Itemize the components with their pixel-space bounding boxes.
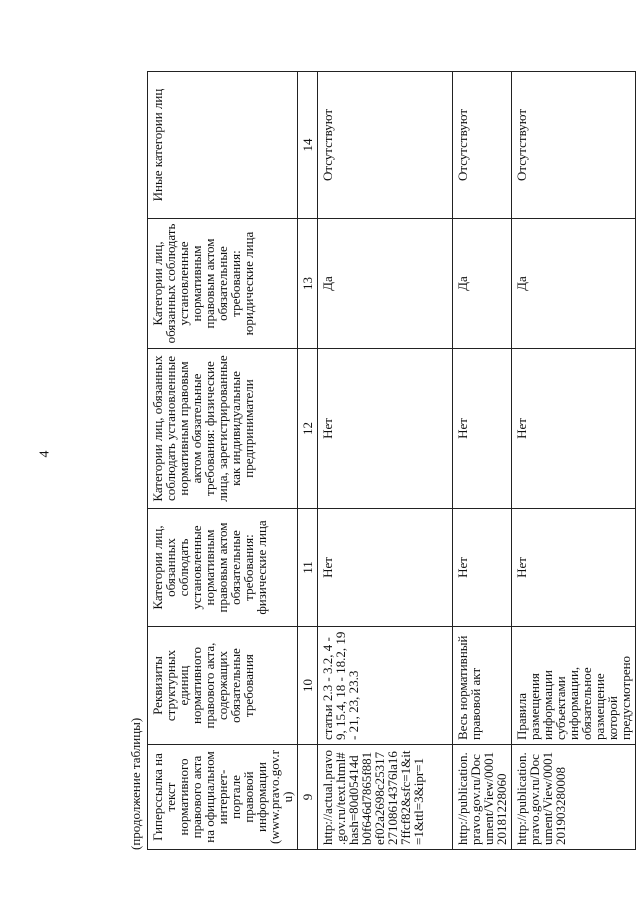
- page-number: 4: [37, 450, 53, 458]
- structural-units-cell: статьи 2.3 - 3.2, 4 - 9, 15.4, 18 - 18.2, 19 - 21, 23, 23.3: [318, 627, 453, 745]
- header-hyperlink: Гиперссылка на текст нормативного правового акта на официальном интернет-портале правовой информации (www.pravo.gov.ru): [148, 745, 298, 850]
- individuals-cell: Нет: [453, 509, 512, 627]
- column-number: 9: [298, 745, 318, 850]
- header-structural-units: Реквизиты структурных единиц нормативного правового акта, содержащих обязательные требования: [148, 627, 298, 745]
- column-number: 10: [298, 627, 318, 745]
- column-number: 11: [298, 509, 318, 627]
- table-row: [512, 72, 636, 850]
- entrepreneurs-cell: Нет: [512, 349, 636, 509]
- act-hyperlink[interactable]: http://actual.pravo.gov.ru/text.html#hash=80d05414db0f646d7865f881ef02a2698c2531727108614376la167ffcf82&sfc=1&it=1&ttl=3&ipr=1: [318, 745, 453, 850]
- individuals-cell: Нет: [318, 509, 453, 627]
- header-entrepreneurs: Категории лиц, обязанных соблюдать установленные нормативным правовым актом обязательные требования: физические лица, зарегистрированные как индивидуальные предприниматели: [148, 349, 298, 509]
- table-header-row: [148, 72, 298, 850]
- column-number-row: [298, 72, 318, 850]
- structural-units-cell: Правила размещения информации субъектами информации, обязательное размещение которой предусмотрено: [512, 627, 636, 745]
- column-number: 14: [298, 72, 318, 219]
- table-row: [453, 72, 512, 850]
- header-individuals: Категории лиц, обязанных соблюдать установленные нормативным правовым актом обязательные требования: физические лица: [148, 509, 298, 627]
- entrepreneurs-cell: Нет: [318, 349, 453, 509]
- act-hyperlink[interactable]: http://publication.pravo.gov.ru/Document/View/0001201903280008: [512, 745, 636, 850]
- column-number: 12: [298, 349, 318, 509]
- table-row: [318, 72, 453, 850]
- header-other-categories: Иные категории лиц: [148, 72, 298, 219]
- entrepreneurs-cell: Нет: [453, 349, 512, 509]
- other-categories-cell: Отсутствуют: [318, 72, 453, 219]
- legal-entities-cell: Да: [512, 219, 636, 349]
- column-number: 13: [298, 219, 318, 349]
- legal-entities-cell: Да: [453, 219, 512, 349]
- continuation-label: (продолжение таблицы): [128, 717, 143, 850]
- other-categories-cell: Отсутствуют: [512, 72, 636, 219]
- rotated-table-page: [125, 72, 635, 850]
- act-hyperlink[interactable]: http://publication.pravo.gov.ru/Document/View/000120181228060: [453, 745, 512, 850]
- legal-entities-cell: Да: [318, 219, 453, 349]
- individuals-cell: Нет: [512, 509, 636, 627]
- normative-acts-table: [147, 71, 636, 850]
- structural-units-cell: Весь нормативный правовой акт: [453, 627, 512, 745]
- other-categories-cell: Отсутствуют: [453, 72, 512, 219]
- header-legal-entities: Категории лиц, обязанных соблюдать установленные нормативным правовым актом обязательные требования: юридические лица: [148, 219, 298, 349]
